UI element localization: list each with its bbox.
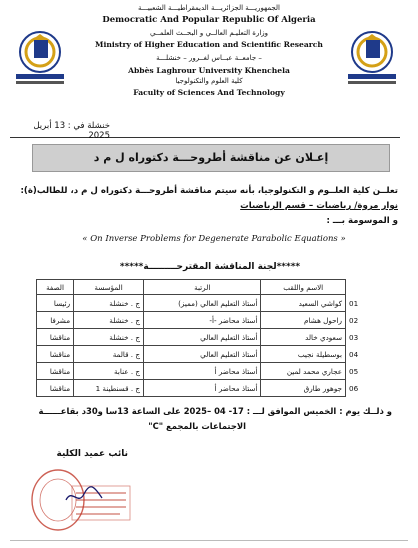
member-name: سعودي خالد [261,329,346,346]
member-role: رئيسا [37,295,74,312]
date-line [10,121,400,141]
member-institution: ج . خنشلة [74,312,144,329]
member-rank: أستاذ محاضر أ [144,380,261,397]
member-role: مناقشا [37,363,74,380]
column-header: الاسم واللقب [261,280,346,295]
member-rank: أستاذ محاضر -أ- [144,312,261,329]
thesis-title: « On Inverse Problems for Degenerate Parabolic Equations » [82,234,346,244]
member-institution: ج . خنشلة [74,295,144,312]
member-role: مناقشا [37,329,74,346]
student-name: نوار مروة/ رياضيات – قسم الرياضيات [240,201,398,211]
faculty-arabic: كلية العلوم والتكنولوجيا [175,77,243,85]
member-name: بوسطيلة نجيب [261,346,346,363]
member-role: مناقشا [37,380,74,397]
row-number: 06 [349,383,359,393]
thesis-intro: و الموسومة بـــ : [326,216,398,226]
row-number: 01 [349,298,359,308]
member-name: راحول هشام [261,312,346,329]
row-number: 05 [349,366,359,376]
announcement-title: إعـلان عن مناقشة أطروحـــة دكتوراه ل م د [32,144,390,172]
member-rank: أستاذ محاضر أ [144,363,261,380]
body-intro: تعلــن كلية العلــوم و التكنولوجيا، بأنه سيتم مناقشة أطروحـــة دكتوراه ل م د، للطالب(ة): [20,186,398,196]
member-rank: أستاذ التعليم العالي [144,346,261,363]
row-number: 02 [349,315,359,325]
university-logo-right [344,28,400,88]
member-institution: ج . عنابة [74,363,144,380]
table-row [37,312,371,329]
table-row [37,329,371,346]
republic-arabic: الجمهوريـــة الجزائريـــة الديمقراطيـــة الشعبيـــة [138,4,280,12]
row-number: 04 [349,349,359,359]
member-name: جوهور طارق [261,380,346,397]
jury-header-row [37,280,371,295]
member-rank: أستاذ التعليم العالي [144,329,261,346]
table-row [37,346,371,363]
jury-table [36,279,370,397]
table-row [37,295,371,312]
jury-title: *****لجنة المناقشة المقترحـــــــــة***** [119,262,301,272]
table-row [37,363,371,380]
page-bottom-rule [10,540,408,541]
member-institution: ج . خنشلة [74,329,144,346]
column-header: المؤسسة [74,280,144,295]
ministry-english: Ministry of Higher Education and Scientific Research [95,40,323,49]
member-institution: ج . قالمة [74,346,144,363]
member-role: مناقشا [37,346,74,363]
defense-schedule: و ذلــك يوم : الخميس الموافق لـــ : 17- 04 –2025 على الساعة 13سا و30د بقاعــــــة [38,406,392,416]
university-arabic: جامعــة عبــاس لغــرور – خنشلـــة – [156,54,262,62]
member-rank: أستاذ التعليم العالي (مميز) [144,295,261,312]
university-english: Abbès Laghrour University Khenchela [128,66,290,75]
university-logo-left [12,28,68,88]
member-role: مشرفا [37,312,74,329]
table-row [37,380,371,397]
republic-english: Democratic And Popular Republic Of Algeria [102,15,316,25]
signature-title: نائب عميد الكلية [56,449,128,459]
column-header [346,280,371,295]
column-header: الرتبة [144,280,261,295]
member-institution: ج . قسنطينة 1 [74,380,144,397]
date-text: خنشلة في : 13 أبريل 2025 [33,121,110,141]
faculty-english: Faculty of Sciences And Technology [133,88,285,97]
member-name: عجاري محمد لمين [261,363,346,380]
defense-room: الاجتماعات بالمجمع "C" [148,421,246,431]
handwritten-signature [64,484,104,508]
column-header: الصفة [37,280,74,295]
ministry-arabic: وزارة التعليـم العالــي و البحــث العلمــي [149,29,269,37]
row-number: 03 [349,332,359,342]
member-name: كواشي السعيد [261,295,346,312]
